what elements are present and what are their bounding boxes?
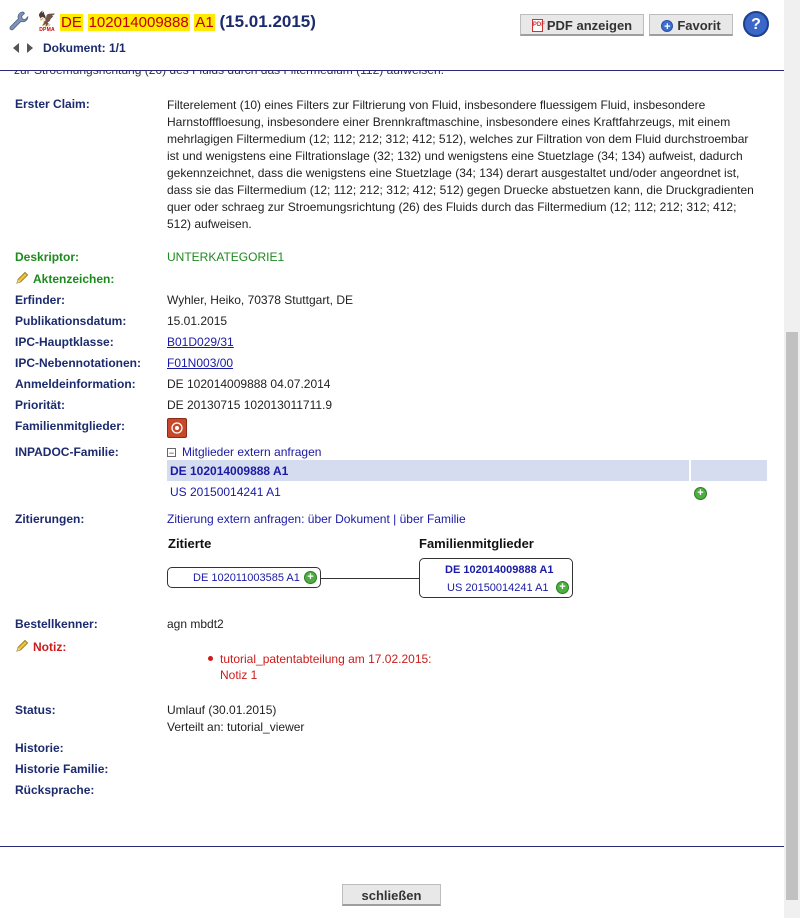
table-row: [167, 460, 767, 481]
title-number: 102014009888: [88, 14, 189, 31]
footer-divider: [0, 846, 784, 847]
add-family-member-icon[interactable]: +: [694, 487, 707, 500]
dpma-eagle-icon: 🦅 DPMA: [37, 11, 57, 33]
erfinder-value: Wyhler, Heiko, 70378 Stuttgart, DE: [167, 293, 353, 307]
bestellkenner-label: Bestellkenner:: [15, 617, 98, 631]
title-kind: A1: [195, 14, 214, 31]
zitierung-ueber-familie-link[interactable]: über Familie: [399, 512, 466, 526]
ipc-nebennotationen-label: IPC-Nebennotationen:: [15, 356, 141, 370]
scrollbar-thumb[interactable]: [786, 332, 798, 900]
mitglieder-extern-anfragen-link[interactable]: Mitglieder extern anfragen: [182, 445, 322, 459]
publikationsdatum-label: Publikationsdatum:: [15, 314, 127, 328]
add-family-citation-icon[interactable]: +: [556, 581, 569, 594]
status-value-line1: Umlauf (30.01.2015): [167, 703, 277, 717]
historie-label: Historie:: [15, 741, 64, 755]
status-value-line2: Verteilt an: tutorial_viewer: [167, 720, 305, 734]
pdf-icon: PDF: [532, 19, 543, 32]
document-title: [60, 12, 316, 32]
inpadoc-request-row: [167, 445, 321, 459]
citation-connector-line: [321, 578, 420, 579]
inpadoc-member-cell: [170, 485, 281, 499]
dpma-logo-text: DPMA: [39, 27, 55, 33]
vertical-scrollbar[interactable]: [784, 0, 800, 918]
ipc-hauptklasse-label: IPC-Hauptklasse:: [15, 335, 114, 349]
family-member-link[interactable]: US 20150014241 A1: [447, 582, 549, 594]
inpadoc-family-table: [167, 460, 767, 502]
table-row: [167, 481, 767, 502]
previous-document-icon[interactable]: [13, 43, 19, 53]
anmeldeinformation-label: Anmeldeinformation:: [15, 377, 136, 391]
title-date: (15.01.2015): [219, 12, 316, 31]
title-country: DE: [61, 14, 82, 31]
erster-claim-text: Filterelement (10) eines Filters zur Filtrierung von Fluid, insbesondere fluessigem Fluid, insbesondere Harnstofffloesung, insbesondere einer Brennkraftmaschine, insbesondere eines Kraftfahrzeugs, mit einem mehrlagigen Filtermedium (12; 112; 212; 312; 412; 512), welches zur Filtration von dem Fluid durchstroembar ist und wenigstens eine Filtrationslage (32; 132) und wenigstens eine Stuetzlage (34; 134) aufweist, dadurch gekennzeichnet, dass die wenigstens eine Stuetzlage (34; 134) derart ausgestaltet und/oder angeordnet ist, dass sie das Filtermedium (12; 112; 212; 312; 412; 512) gegen Druecke abstuetzen kann, die Druckgradienten quer oder schraeg zur Stroemungsrichtung (26) des Fluids durch das Filtermedium (12; 112; 212; 312; 412; 512) aufweisen.: [167, 98, 754, 231]
ipc-hauptklasse-cell: [167, 335, 234, 349]
ipc-nebennotationen-cell: [167, 356, 233, 370]
zitierung-ueber-dokument-link[interactable]: über Dokument: [307, 512, 390, 526]
status-label: Status:: [15, 703, 56, 717]
aktenzeichen-row[interactable]: [15, 271, 114, 286]
document-navigation: [13, 40, 126, 56]
wrench-icon[interactable]: [8, 10, 30, 32]
document-counter: Dokument: 1/1: [43, 40, 126, 55]
familienmitglieder-header: Familienmitglieder: [419, 536, 534, 551]
anmeldeinformation-value: DE 102014009888 04.07.2014: [167, 377, 331, 391]
bestellkenner-value: agn mbdt2: [167, 617, 224, 631]
zitierung-prefix: Zitierung extern anfragen:: [167, 512, 305, 526]
schliessen-button[interactable]: schließen: [342, 884, 441, 906]
ipc-nebennotationen-link[interactable]: F01N003/00: [167, 356, 234, 370]
notiz-label: Notiz:: [33, 640, 67, 654]
next-document-icon[interactable]: [27, 43, 33, 53]
pencil-icon[interactable]: [15, 639, 29, 653]
family-member-current: DE 102014009888 A1: [445, 564, 554, 576]
zitierte-header: Zitierte: [168, 536, 212, 551]
ipc-hauptklasse-link[interactable]: B01D029/31: [167, 335, 234, 349]
aktenzeichen-label: Aktenzeichen:: [33, 272, 115, 286]
prioritaet-label: Priorität:: [15, 398, 66, 412]
document-header: [0, 0, 784, 71]
zitierung-separator: |: [393, 512, 397, 526]
cited-document-box: [167, 567, 321, 588]
family-tree-icon[interactable]: [167, 418, 187, 438]
inpadoc-familie-label: INPADOC-Familie:: [15, 445, 119, 459]
cited-document-link[interactable]: DE 102011003585 A1: [193, 572, 300, 584]
note-bullet-icon: [208, 656, 213, 661]
zitierungen-request-row: [167, 512, 466, 526]
pencil-icon[interactable]: [15, 271, 29, 285]
add-favorite-icon: +: [661, 20, 673, 32]
table-column-divider: [689, 460, 691, 481]
note-entry: [208, 652, 432, 666]
note-author-date: tutorial_patentabteilung am 17.02.2015:: [220, 652, 432, 666]
favorit-button[interactable]: [649, 14, 733, 36]
erfinder-label: Erfinder:: [15, 293, 66, 307]
ruecksprache-label: Rücksprache:: [15, 783, 95, 797]
note-body: Notiz 1: [220, 668, 258, 682]
inpadoc-member-link[interactable]: US 20150014241 A1: [170, 485, 281, 499]
pdf-button-label: PDF anzeigen: [546, 18, 633, 33]
prioritaet-value: DE 20130715 102013011711.9: [167, 398, 333, 412]
add-cited-document-icon[interactable]: +: [304, 571, 317, 584]
inpadoc-member-current: DE 102014009888 A1: [170, 464, 289, 478]
historie-familie-label: Historie Familie:: [15, 762, 109, 776]
favorit-button-label: Favorit: [677, 18, 721, 33]
family-tree-glyph: [168, 419, 186, 437]
help-button[interactable]: ?: [743, 11, 769, 37]
deskriptor-label: Deskriptor:: [15, 250, 80, 264]
familienmitglieder-label: Familienmitglieder:: [15, 419, 126, 433]
collapse-toggle-icon[interactable]: −: [168, 448, 175, 458]
publikationsdatum-value: 15.01.2015: [167, 314, 228, 328]
family-members-box: [419, 558, 573, 598]
notiz-row[interactable]: [15, 639, 66, 654]
deskriptor-value: UNTERKATEGORIE1: [167, 250, 285, 264]
pdf-anzeigen-button[interactable]: [520, 14, 644, 36]
erster-claim-label: Erster Claim:: [15, 97, 90, 111]
zitierungen-label: Zitierungen:: [15, 512, 85, 526]
